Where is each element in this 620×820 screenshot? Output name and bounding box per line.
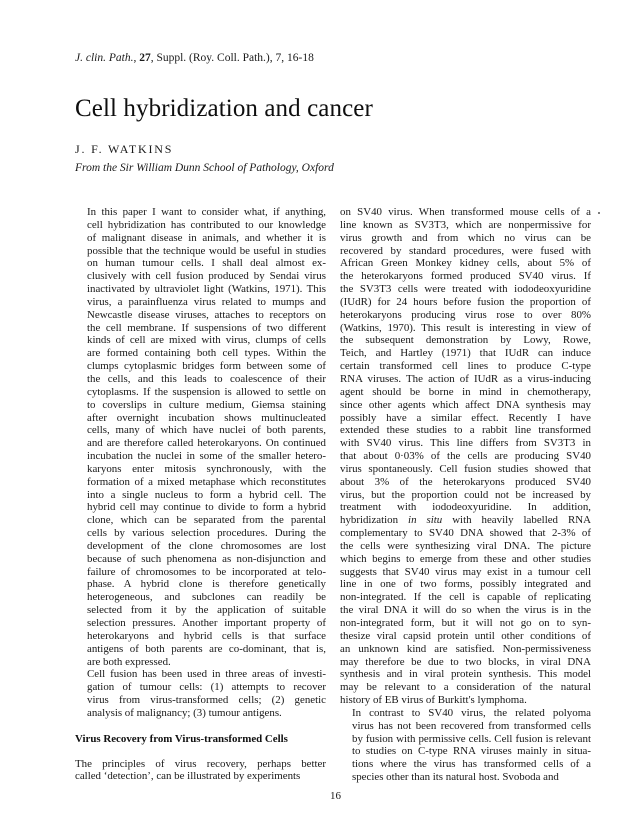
text-line: may therefore be due to two blocks, in viral DNA [340,655,591,668]
text-line: since other agents which affect DNA synthesis may [340,398,591,411]
text-line: are both expressed. [87,655,171,668]
text-line: cell hybridization has contributed to our knowledge [87,218,326,231]
text-line: Cell fusion has been used in three areas of investi- [87,668,326,681]
text-line: species other than its natural host. Svoboda and [352,771,559,784]
text-line: failure of chromosomes to be incorporated at telo- [87,565,326,578]
text-line [340,514,591,527]
text-line: inactivated by ultraviolet light (Watkins, 1971). This [87,283,326,296]
text-line: that about 0·03% of the cells are producing SV40 [340,450,591,463]
text-line: on SV40 virus. When transformed mouse cells of a [340,206,591,218]
text-line: selected from it by the application of suitable [87,604,326,617]
text-line: the cell membrane. If suspensions of two different [87,321,326,334]
text-line: non-integrated. If the cell is capable of replicating [340,591,591,604]
journal-name: J. clin. Path. [75,52,134,64]
text-line: heterokaryons producing virus rose to over 80% [340,308,591,321]
text-line: virus, but the proportion could not be increased by [340,488,591,501]
text-line: about 3% of the heterokaryons produced SV40 [340,475,591,488]
text-line: on human tumour cells. I shall deal almost ex- [87,257,326,270]
text-line: possibly have a similar effect. Recently I have [340,411,591,424]
text-line: an unknown kind are satisfied. Non-permissiveness [340,642,591,655]
text-line: cells by various selection procedures. During the [87,527,326,540]
text-line: incubation the nuclei in some of the smaller hetero- [87,450,326,463]
polyoma-paragraph [340,707,591,784]
text-line: after overnight incubation shows multinucleated [87,411,326,424]
text-line: the SV3T3 cells were treated with iododeoxyuridine [340,283,591,296]
text-fragment: with heavily labelled RNA [452,514,591,527]
text-line: analysis of malignancy; (3) tumour antigens. [87,706,282,719]
text-line: the heterokaryons formed produced SV40 virus. If [340,270,591,283]
text-line: which begins to emerge from these and other studies [340,552,591,565]
text-line: thesize viral capsid protein until other conditions of [340,629,591,642]
text-line: phase. A hybrid clone is therefore genetically [87,578,326,591]
text-line: the cells, and this leads to coalescence of their [87,372,326,385]
text-line: synthesis and in viral protein synthesis. This model [340,668,591,681]
journal-volume: 27 [139,52,151,64]
text-line: recovered by standard procedures, were fused with [340,244,591,257]
article-title: Cell hybridization and cancer [75,95,373,122]
text-line: and are therefore called heterokaryons. On continued [87,437,326,450]
text-line: RNA viruses. The action of IUdR as a virus-inducing [340,372,591,385]
citation-separator: , [133,52,140,64]
text-fragment: hybridization [340,514,399,527]
text-line: to coverslips in culture medium, Giemsa staining [87,398,326,411]
text-line: The principles of virus recovery, perhaps better [75,757,326,770]
text-line: (Watkins, 1970). This result is interesting in view of [340,321,591,334]
text-line: certain transformed cell lines to produce C-type [340,360,591,373]
text-line: suggests that SV40 virus may exist in a tumour cell [340,565,591,578]
page-number: 16 [330,790,341,802]
text-line: possible that the technique would be useful in studies [87,244,326,257]
text-line: formation of a mixed metaphase which reconstitutes [87,475,326,488]
text-line: clone, which can be separated from the parental [87,514,326,527]
text-line: with SV40 virus. This line differs from SV3T3 in [340,437,591,450]
text-line: called ‘detection’, can be illustrated by experiments [75,770,301,783]
text-line: Newcastle disease viruses, attaches to receptors on [87,308,326,321]
citation-details: , Suppl. (Roy. Coll. Path.), 7, 16-18 [150,52,314,64]
text-line: gation of tumour cells: (1) attempts to recover [87,681,326,694]
text-line: virus growth and from which no virus can be [340,231,591,244]
text-line: clumps cytoplasmic bridges form between some of [87,360,326,373]
scan-speck [598,212,600,214]
text-line: because of such phenomena as non-disjunction and [87,552,326,565]
text-line: hybrid cell may continue to divide to form a hybrid [87,501,326,514]
author-affiliation: From the Sir William Dunn School of Pathology, Oxford [75,162,334,174]
text-line: cytoplasms. If the suspension is allowed to settle on [87,385,326,398]
text-line: may be relevant to a consideration of the natural [340,681,591,694]
right-column [340,206,591,784]
text-line: Teich, and Hartley (1971) that IUdR can induce [340,347,591,360]
areas-paragraph [75,668,326,719]
text-line: In this paper I want to consider what, if anything, [87,206,326,218]
text-line: of malignant disease in animals, and whether it is [87,231,326,244]
text-line: are formed containing both cell types. Within the [87,347,326,360]
text-line: development of the clone chromosomes are lost [87,539,326,552]
text-line: agent should be borne in mind in chemotherapy, [340,385,591,398]
text-line: African Green Monkey kidney cells, about 5% of [340,257,591,270]
text-line: into a single nucleus to form a hybrid cell. The [87,488,326,501]
text-line: virus has not been recovered from transformed cells [352,719,591,732]
italic-term: in situ [408,514,443,527]
text-line: virus from virus-transformed cells; (2) genetic [87,694,326,707]
text-line: heterogeneous, and subclones can readily be [87,591,326,604]
text-line: heterokaryons and hybrid cells is that surface [87,629,326,642]
journal-citation [75,52,314,64]
text-line: history of EB virus of Burkitt's lymphoma. [340,694,527,707]
text-line: treatment with iododeoxyuridine. In addition, [340,501,591,514]
text-line: In contrast to SV40 virus, the related polyoma [352,706,591,719]
text-line: kinds of cell are mixed with virus, clumps of cells [87,334,326,347]
text-line: the subsequent demonstration by Lowy, Rowe, [340,334,591,347]
text-line: virus, a parainfluenza virus related to mumps and [87,295,326,308]
text-line: cells, many of which have nuclei of both parents, [87,424,326,437]
text-line: complementary to SV40 DNA showed that 2-3% of [340,527,591,540]
text-line: to studies on C-type RNA viruses mainly in situa- [352,745,591,758]
text-line: line in one of two forms, possibly integrated and [340,578,591,591]
virus-recovery-paragraph [75,758,326,784]
text-line: the cells were synthesizing viral DNA. The picture [340,539,591,552]
author-name: J. F. WATKINS [75,142,174,156]
text-line: the viral DNA it will do so when the virus is in the [340,604,591,617]
text-line: selection pressures. Another important property of [87,617,326,629]
text-line: non-integrated form, but it will not go on to syn- [340,617,591,629]
left-column [75,206,326,783]
text-line: karyons enter mitosis synchronously, with the [87,462,326,475]
sv40-paragraph [340,206,591,707]
text-line: tions where the virus has transformed cells of a [352,758,591,771]
text-line: antigens of both parents are co-dominant, that is, [87,642,326,655]
section-heading-virus-recovery: Virus Recovery from Virus-transformed Cells [75,732,288,745]
text-line: line known as SV3T3, which are nonpermissive for [340,218,591,231]
text-line: virus spontaneously. Cell fusion studies showed that [340,462,591,475]
text-line: clusively with cell fusion produced by Sendai virus [87,270,326,283]
intro-paragraph [75,206,326,668]
text-line: (IUdR) for 24 hours before fusion the proportion of [340,295,591,308]
text-line: by fusion with permissive cells. Cell fusion is relevant [352,732,591,745]
text-line: extended these studies to a rabbit line transformed [340,424,591,437]
